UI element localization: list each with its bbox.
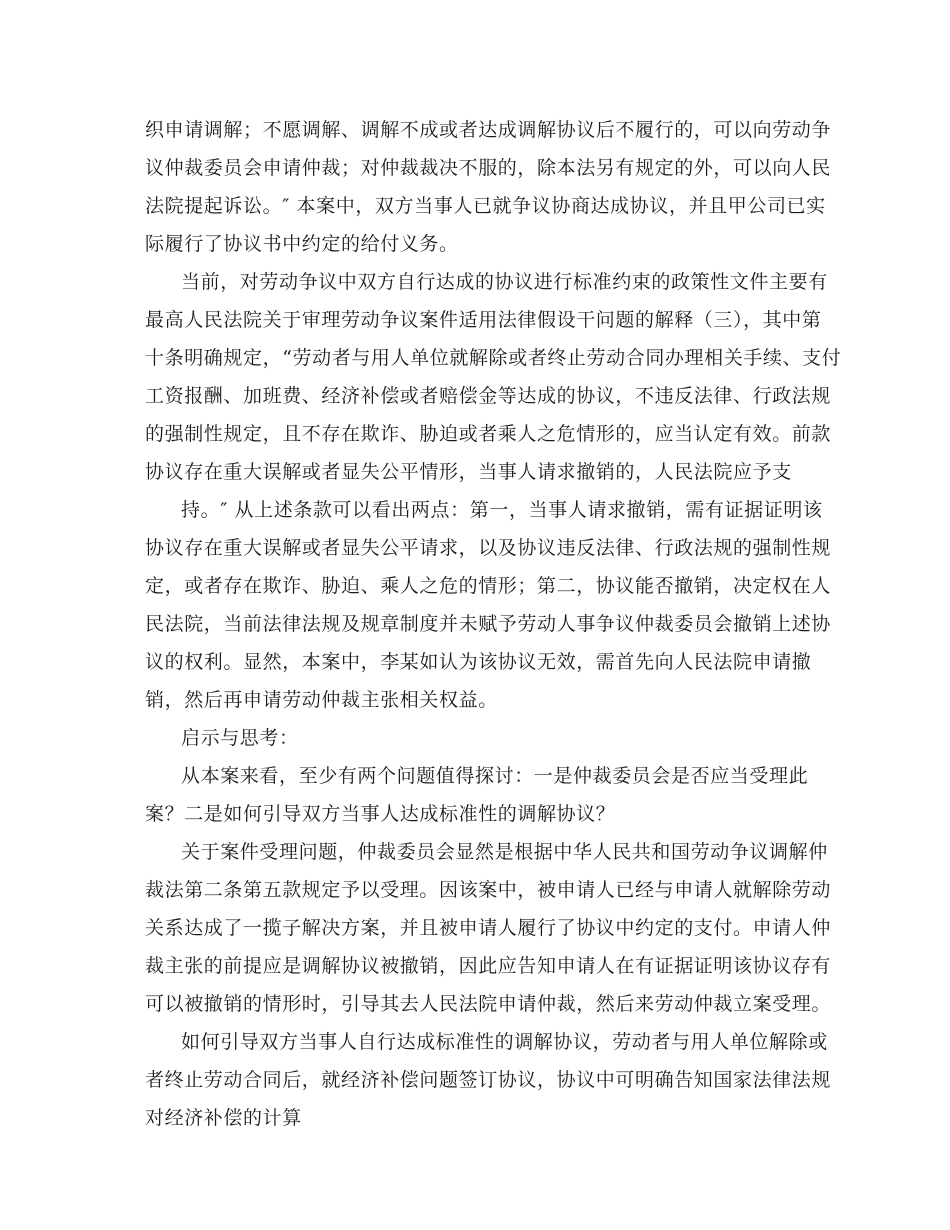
text-line-26: 者终止劳动合同后，就经济补偿问题签订协议，协议中可明确告知国家法律法规: [145, 1069, 832, 1091]
text-line-27: 对经济补偿的计算: [145, 1107, 302, 1129]
text-line-11: 持。″ 从上述条款可以看出两点：第一，当事人请求撤销，需有证据证明该: [181, 499, 823, 521]
text-line-14: 民法院，当前法律法规及规章制度并未赋予劳动人事争议仲裁委员会撤销上述协: [145, 613, 832, 635]
text-line-1: 织申请调解；不愿调解、调解不成或者达成调解协议后不履行的，可以向劳动争: [145, 119, 832, 141]
section-heading: 启示与思考：: [181, 727, 299, 749]
text-line-9: 的强制性规定，且不存在欺诈、胁迫或者乘人之危情形的，应当认定有效。前款: [145, 423, 832, 445]
text-line-23: 裁主张的前提应是调解协议被撤销，因此应告知申请人在有证据证明该协议存有: [145, 955, 832, 977]
text-line-12: 协议存在重大误解或者显失公平请求，以及协议违反法律、行政法规的强制性规: [145, 537, 832, 559]
text-line-22: 关系达成了一揽子解决方案，并且被申请人履行了协议中约定的支付。申请人仲: [145, 917, 832, 939]
text-line-16: 销，然后再申请劳动仲裁主张相关权益。: [145, 689, 498, 711]
text-line-25: 如何引导双方当事人自行达成标准性的调解协议，劳动者与用人单位解除或: [181, 1031, 828, 1053]
text-line-10: 协议存在重大误解或者显失公平情形，当事人请求撤销的，人民法院应予支: [145, 461, 792, 483]
text-line-2: 议仲裁委员会申请仲裁；对仲裁裁决不服的，除本法另有规定的外，可以向人民: [145, 157, 832, 179]
text-line-3: 法院提起诉讼。″ 本案中，双方当事人已就争议协商达成协议，并且甲公司已实: [145, 195, 826, 217]
text-line-8: 工资报酬、加班费、经济补偿或者赔偿金等达成的协议，不违反法律、行政法规: [145, 385, 832, 407]
text-line-18: 从本案来看，至少有两个问题值得探讨：一是仲裁委员会是否应当受理此: [181, 765, 809, 787]
text-line-6: 最高人民法院关于审理劳动争议案件适用法律假设干问题的解释（三），其中第: [145, 309, 822, 331]
text-line-15: 议的权利。显然，本案中，李某如认为该协议无效，需首先向人民法院申请撤: [145, 651, 812, 673]
text-line-13: 定，或者存在欺诈、胁迫、乘人之危的情形；第二，协议能否撤销，决定权在人: [145, 575, 832, 597]
text-line-4: 际履行了协议书中约定的给付义务。: [145, 233, 459, 255]
text-line-21: 裁法第二条第五款规定予以受理。因该案中，被申请人已经与申请人就解除劳动: [145, 879, 832, 901]
text-line-19: 案？二是如何引导双方当事人达成标准性的调解协议？: [145, 803, 616, 825]
text-line-7: 十条明确规定，“劳动者与用人单位就解除或者终止劳动合同办理相关手续、支付: [145, 347, 842, 369]
text-line-5: 当前，对劳动争议中双方自行达成的协议进行标准约束的政策性文件主要有: [181, 271, 828, 293]
text-line-24: 可以被撤销的情形时，引导其去人民法院申请仲裁，然后来劳动仲裁立案受理。: [145, 993, 832, 1015]
text-line-20: 关于案件受理问题，仲裁委员会显然是根据中华人民共和国劳动争议调解仲: [181, 841, 828, 863]
